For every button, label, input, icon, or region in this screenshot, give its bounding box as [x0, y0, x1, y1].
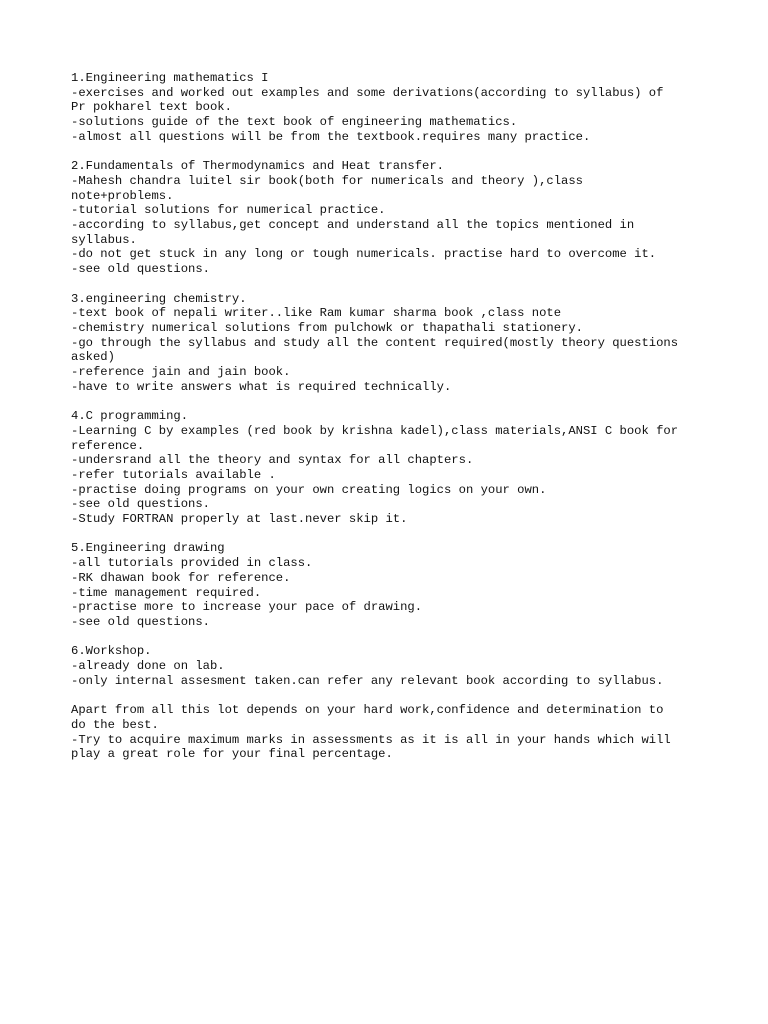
text-line: -Learning C by examples (red book by krishna kadel),class materials,ANSI C book for: [71, 423, 679, 438]
text-line: -practise doing programs on your own creating logics on your own.: [71, 482, 547, 497]
text-line: -have to write answers what is required technically.: [71, 379, 452, 394]
text-line: -go through the syllabus and study all the content required(mostly theory questions: [71, 335, 679, 350]
text-line: -all tutorials provided in class.: [71, 556, 313, 571]
text-line: reference.: [71, 438, 145, 453]
text-line: -see old questions.: [71, 262, 210, 277]
text-line: -Try to acquire maximum marks in assessments as it is all in your hands which will: [71, 732, 671, 747]
text-line: -tutorial solutions for numerical practice.: [71, 203, 386, 218]
text-line: -RK dhawan book for reference.: [71, 570, 291, 585]
section-thermodynamics-heat-transfer: [71, 159, 711, 277]
section-heading-line: 3.engineering chemistry.: [71, 291, 247, 306]
text-line: -Mahesh chandra luitel sir book(both for numericals and theory ),class: [71, 173, 583, 188]
text-line: note+problems.: [71, 188, 174, 203]
text-line: Pr pokharel text book.: [71, 100, 232, 115]
text-line: -already done on lab.: [71, 659, 225, 674]
section-heading-line: 6.Workshop.: [71, 644, 152, 659]
text-line: -reference jain and jain book.: [71, 365, 291, 380]
text-line: syllabus.: [71, 232, 137, 247]
text-line: -almost all questions will be from the textbook.requires many practice.: [71, 129, 591, 144]
text-line: -do not get stuck in any long or tough numericals. practise hard to overcome it.: [71, 247, 657, 262]
text-line: asked): [71, 350, 115, 365]
section-heading-line: Apart from all this lot depends on your hard work,confidence and determination to: [71, 703, 664, 718]
section-heading-line: 5.Engineering drawing: [71, 541, 225, 556]
text-line: -according to syllabus,get concept and understand all the topics mentioned in: [71, 218, 635, 233]
document-body: [71, 71, 711, 777]
text-line: play a great role for your final percentage.: [71, 747, 393, 762]
section-engineering-chemistry: [71, 292, 711, 395]
text-line: -chemistry numerical solutions from pulchowk or thapathali stationery.: [71, 320, 583, 335]
text-line: -exercises and worked out examples and some derivations(according to syllabus) of: [71, 85, 664, 100]
text-line: -see old questions.: [71, 497, 210, 512]
text-line: -see old questions.: [71, 614, 210, 629]
text-line: -text book of nepali writer..like Ram kumar sharma book ,class note: [71, 306, 562, 321]
text-line: -undersrand all the theory and syntax for all chapters.: [71, 453, 474, 468]
section-engineering-drawing: [71, 541, 711, 629]
section-heading-line: 1.Engineering mathematics I: [71, 71, 269, 85]
section-closing-advice: [71, 703, 711, 762]
section-workshop: [71, 644, 711, 688]
section-heading-line: 2.Fundamentals of Thermodynamics and Heat transfer.: [71, 159, 444, 174]
text-line: -Study FORTRAN properly at last.never skip it.: [71, 512, 408, 527]
text-line: -refer tutorials available .: [71, 467, 276, 482]
section-heading-line: 4.C programming.: [71, 409, 189, 424]
text-line: -time management required.: [71, 585, 262, 600]
section-engineering-mathematics: [71, 71, 711, 145]
text-line: -only internal assesment taken.can refer any relevant book according to syllabus.: [71, 673, 664, 688]
text-line: -solutions guide of the text book of engineering mathematics.: [71, 115, 518, 130]
section-c-programming: [71, 409, 711, 527]
text-line: do the best.: [71, 717, 159, 732]
text-line: -practise more to increase your pace of drawing.: [71, 600, 423, 615]
